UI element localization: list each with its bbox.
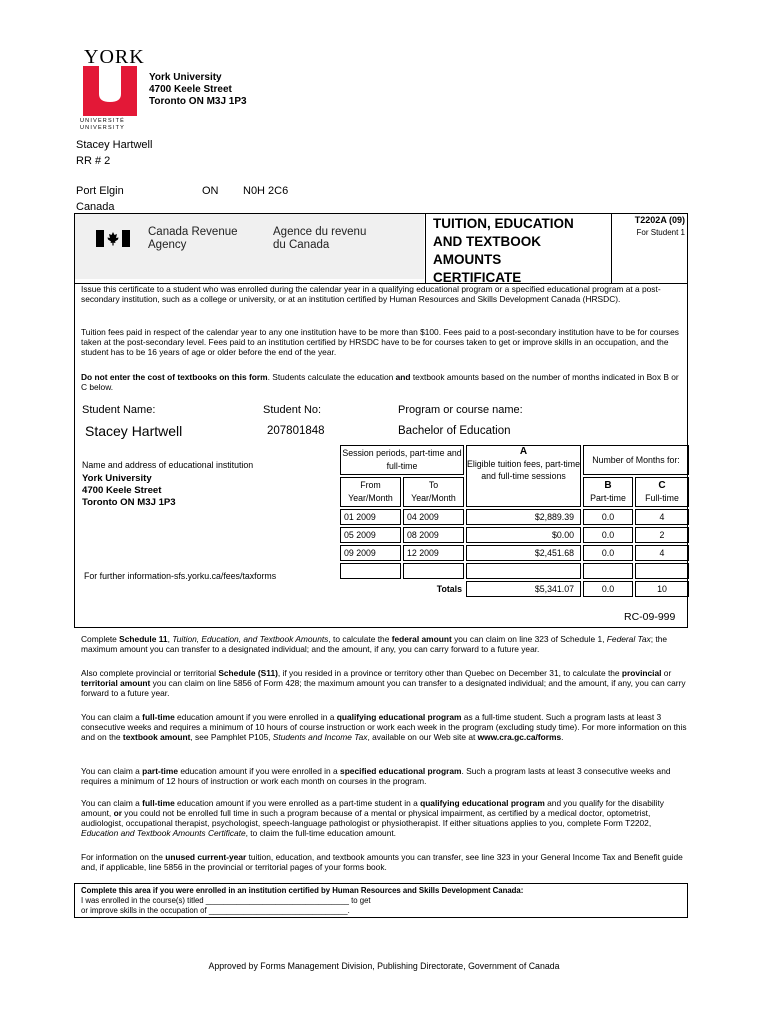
text: you can claim on line 323 of Schedule 1, <box>451 634 607 644</box>
cra-forms-link[interactable]: www.cra.gc.ca/forms <box>477 732 562 742</box>
total-fees: $5,341.07 <box>466 581 581 597</box>
further-info-line: For further information-sfs.yorku.ca/fees/taxforms <box>84 571 277 581</box>
text-bold: full-time <box>142 712 175 722</box>
student-number-label: Student No: <box>263 404 322 416</box>
text-bold: provincial <box>621 668 662 678</box>
text: , to calculate the <box>328 634 392 644</box>
row-fees: $2,451.68 <box>466 545 581 561</box>
row-from: 05 2009 <box>340 527 401 543</box>
column-a-header <box>466 445 581 507</box>
logo-university: UNIVERSITY <box>80 125 126 131</box>
york-wordmark: YORK <box>84 46 145 68</box>
institution-block-street: 4700 Keele Street <box>82 485 162 496</box>
table-row-empty <box>340 563 689 579</box>
row-full-time: 4 <box>635 509 689 525</box>
paragraph-part-time <box>81 766 688 786</box>
cra-fr-line1: Agence du revenu <box>273 226 367 238</box>
empty-cell <box>583 563 633 579</box>
recipient-province: ON <box>202 185 219 197</box>
text-italic: Federal Tax <box>606 634 651 644</box>
totals-spacer <box>340 581 401 597</box>
column-a-desc: Eligible tuition fees, part-time and full-time sessions <box>467 459 580 481</box>
no-textbooks-warning: Do not enter the cost of textbooks on this form <box>81 372 268 382</box>
institution-block-city: Toronto ON M3J 1P3 <box>82 497 176 508</box>
recipient-line2: RR # 2 <box>76 155 111 167</box>
intro-paragraph-3 <box>81 372 685 392</box>
student-name-label: Student Name: <box>82 404 156 416</box>
empty-cell <box>340 563 401 579</box>
totals-label: Totals <box>436 584 462 594</box>
empty-cell <box>466 563 581 579</box>
text: , see Pamphlet P105, <box>190 732 273 742</box>
table-row <box>340 545 689 561</box>
form-title-line2: AND TEXTBOOK <box>433 234 541 249</box>
row-part-time: 0.0 <box>583 527 633 543</box>
text: tuition, education, and textbook amounts you can transfer, see line 323 in your General Income Tax and Benefit guide and, if applicable, line 5856 in the provincial or territorial pages of your forms book. <box>81 852 683 872</box>
cra-name-fr <box>273 226 366 252</box>
text-bold: territorial amount <box>81 678 151 688</box>
paragraph-unused-amounts <box>81 852 688 872</box>
text-bold: full-time <box>142 798 175 808</box>
text: you can claim on line 5856 of Form 428; the maximum amount you can transfer to a designated individual; and the amount, if any, you can carry forward to a future year. <box>81 678 686 698</box>
column-b-letter: B <box>604 480 612 491</box>
cra-fr-line2: du Canada <box>273 239 330 251</box>
institution-name: York University <box>149 72 222 83</box>
text: You can claim a <box>81 712 143 722</box>
text-bold: qualifying educational program <box>420 798 545 808</box>
hrsdc-course-line: I was enrolled in the course(s) titled _________________________________ to get <box>81 896 371 905</box>
student-name-value: Stacey Hartwell <box>85 423 183 439</box>
institution-address-top <box>149 72 247 108</box>
text: You can claim a <box>81 766 143 776</box>
footer-approval: Approved by Forms Management Division, Publishing Directorate, Government of Canada <box>208 961 560 971</box>
text-bold: qualifying educational program <box>336 712 462 722</box>
recipient-country: Canada <box>76 201 115 213</box>
empty-cell <box>403 563 464 579</box>
session-table <box>338 443 691 599</box>
form-title-line1: TUITION, EDUCATION <box>433 216 574 231</box>
text-italic: Education and Textbook Amounts Certificate <box>81 828 246 838</box>
paragraph-full-time <box>81 712 688 742</box>
intro-p3-text-b: textbook amounts based on the number of months indicated in Box B or C below. <box>81 372 679 392</box>
recipient-address <box>76 137 152 169</box>
to-label: To <box>428 480 439 490</box>
york-u-logo-icon <box>83 66 137 116</box>
text-bold: federal amount <box>391 634 452 644</box>
column-b-header <box>583 477 633 507</box>
from-header <box>340 477 401 507</box>
row-to: 08 2009 <box>403 527 464 543</box>
recipient-city: Port Elgin <box>76 185 124 197</box>
institution-block-address <box>82 473 176 509</box>
text-bold: Schedule 11 <box>119 634 168 644</box>
row-fees: $0.00 <box>466 527 581 543</box>
text-bold: Schedule (S11) <box>218 668 278 678</box>
text: Also complete provincial or territorial <box>81 668 219 678</box>
institution-block-name: York University <box>82 473 152 484</box>
text: You can claim a <box>81 798 143 808</box>
paragraph-provincial <box>81 668 688 698</box>
session-periods-header: Session periods, part-time and full-time <box>340 445 464 475</box>
column-b-desc: Part-time <box>590 493 626 503</box>
text-bold: unused current-year <box>165 852 247 862</box>
institution-street: 4700 Keele Street <box>149 84 232 95</box>
text: you could not be enrolled full time in such a program because of a mental or physical impairment, as certified by a medical doctor, optometrist, audiologist, occupational therapist, psychologist, speech-language pathologist or physiotherapist. If either situations applies to you, complete Form T2202, <box>81 808 652 828</box>
from-ym-label: Year/Month <box>348 493 393 503</box>
text-italic: Students and Income Tax <box>272 732 368 742</box>
from-label: From <box>360 480 381 490</box>
column-c-desc: Full-time <box>645 493 679 503</box>
intro-p3-and: and <box>395 372 411 382</box>
column-c-letter: C <box>658 480 666 491</box>
text: For information on the <box>81 852 166 862</box>
text-bold: textbook amount <box>122 732 191 742</box>
total-full-time: 10 <box>635 581 689 597</box>
program-label: Program or course name: <box>398 404 523 416</box>
intro-paragraph-1: Issue this certificate to a student who was enrolled during the calendar year in a qualifying educational program or a specified educational program at a post-secondary institution, such as a college or university, or at an institution certified by Human Resources and Skills Development Canada (HRSDC). <box>81 284 661 304</box>
student-number-value: 207801848 <box>267 425 325 437</box>
row-part-time: 0.0 <box>583 545 633 561</box>
row-from: 01 2009 <box>340 509 401 525</box>
paragraph-schedule-11 <box>81 634 688 654</box>
text: . <box>561 732 564 742</box>
text: , to claim the full-time education amount. <box>245 828 397 838</box>
hrsdc-occupation-line: or improve skills in the occupation of ________________________________. <box>81 906 350 915</box>
text-bold: part-time <box>142 766 178 776</box>
row-fees: $2,889.39 <box>466 509 581 525</box>
text: or <box>661 668 672 678</box>
to-ym-label: Year/Month <box>411 493 456 503</box>
recipient-name: Stacey Hartwell <box>76 139 153 151</box>
text-bold: or <box>113 808 122 818</box>
rc-code: RC-09-999 <box>624 611 676 623</box>
institution-block-label: Name and address of educational institution <box>82 460 254 470</box>
total-part-time: 0.0 <box>583 581 633 597</box>
row-from: 09 2009 <box>340 545 401 561</box>
form-title <box>433 215 609 287</box>
text: as a full-time student. Such a program lasts at least 3 consecutive weeks and requires a minimum of 10 hours of course instruction or work each week in the program (excluding study time). For more information on this and on the <box>81 712 687 742</box>
form-title-line3: AMOUNTS <box>433 252 502 267</box>
form-code: T2202A (09) <box>634 215 685 225</box>
row-full-time: 4 <box>635 545 689 561</box>
empty-cell <box>635 563 689 579</box>
form-title-line4: CERTIFICATE <box>433 270 522 285</box>
text: , if you resided in a province or territory other than Quebec on December 31, to calculate the <box>277 668 622 678</box>
text: education amount if you were enrolled in a <box>174 712 337 722</box>
hrsdc-heading: Complete this area if you were enrolled in an institution certified by Human Resources and Skills Development Canada: <box>81 886 524 895</box>
column-c-header <box>635 477 689 507</box>
text: ; the maximum amount you can transfer to a designated individual; and the amount, if any, you can carry forward to a future year. <box>81 634 668 654</box>
canada-flag-icon <box>96 230 130 247</box>
cra-en-line1: Canada Revenue <box>148 226 238 238</box>
row-full-time: 2 <box>635 527 689 543</box>
text: Complete <box>81 634 120 644</box>
text-italic: Tuition, Education, and Textbook Amounts <box>172 634 329 644</box>
row-to: 12 2009 <box>403 545 464 561</box>
table-row <box>340 527 689 543</box>
to-header <box>403 477 464 507</box>
institution-city: Toronto ON M3J 1P3 <box>149 96 247 107</box>
logo-universite: UNIVERSITÉ <box>80 118 126 124</box>
totals-row <box>340 581 689 597</box>
recipient-postal: N0H 2C6 <box>243 185 289 197</box>
intro-paragraph-2: Tuition fees paid in respect of the calendar year to any one institution have to be more than $100. Fees paid to a post-secondary institution have to be for courses taken at the post-secondary level. Fees paid to an institution certified by HRSDC have to be for courses taken to get or improve skills in an occupation, and the student has to be 16 years of age or older before the end of the year. <box>81 327 679 357</box>
months-header: Number of Months for: <box>583 445 689 475</box>
cra-name-en <box>148 226 238 252</box>
text: , <box>167 634 173 644</box>
intro-p3-text-a: . Students calculate the education <box>267 372 396 382</box>
text-bold: specified educational program <box>340 766 462 776</box>
text: , available on our Web site at <box>367 732 478 742</box>
paragraph-disability <box>81 798 688 838</box>
row-to: 04 2009 <box>403 509 464 525</box>
row-part-time: 0.0 <box>583 509 633 525</box>
text: and you qualify for the disability amount, <box>81 798 664 818</box>
for-student-label: For Student 1 <box>636 228 685 237</box>
column-a-letter: A <box>519 446 528 457</box>
text: education amount if you were enrolled as a part-time student in a <box>174 798 421 808</box>
program-value: Bachelor of Education <box>398 425 511 437</box>
table-row <box>340 509 689 525</box>
cra-en-line2: Agency <box>148 239 187 251</box>
text: . Such a program lasts at least 3 consecutive weeks and requires a minimum of 12 hours of instruction or work each month on courses in the program. <box>81 766 671 786</box>
text: education amount if you were enrolled in a <box>178 766 341 776</box>
